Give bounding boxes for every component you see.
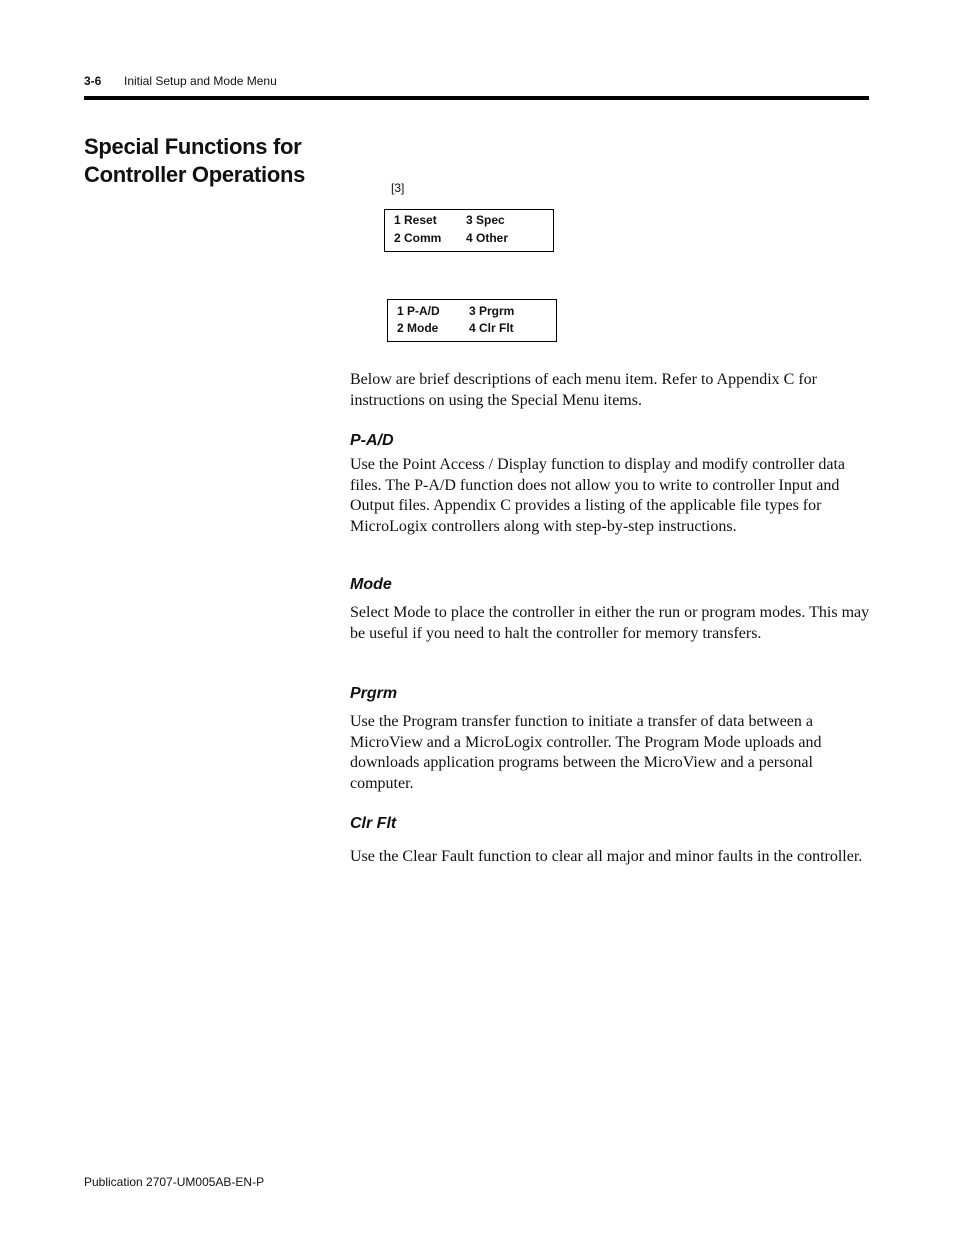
paragraph-mode: Select Mode to place the controller in either the run or program modes. This may be useful if you need to halt the controller for memory transfers. [350, 604, 870, 642]
menu-item-clr-flt: 4 Clr Flt [469, 321, 514, 335]
menu-item-pad: 1 P-A/D [397, 304, 440, 318]
heading-mode: Mode [350, 576, 392, 593]
section-title: Special Functions for Controller Operations [84, 134, 306, 187]
paragraph-pad: Use the Point Access / Display function to display and modify controller data files. The P-A/D function does not allow you to write to controller Input and Output files. Appendix C provides a listing of the applicable file types for MicroLogix controllers along with step-by-step instructions. [350, 456, 846, 535]
heading-pad: P-A/D [350, 432, 394, 449]
page-number: 3-6 [84, 74, 102, 88]
heading-prgrm: Prgrm [350, 685, 398, 702]
menu-item-other: 4 Other [466, 231, 509, 245]
menu-item-mode: 2 Mode [397, 321, 439, 335]
main-menu-display [384, 209, 554, 252]
header-rule [84, 96, 869, 100]
menu-item-spec: 3 Spec [466, 213, 505, 227]
intro-paragraph: Below are brief descriptions of each menu item. Refer to Appendix C for instructions on using the Special Menu items. [350, 371, 817, 409]
special-menu-display [387, 299, 557, 342]
menu-item-reset: 1 Reset [394, 213, 437, 227]
paragraph-prgrm: Use the Program transfer function to initiate a transfer of data between a MicroView and a MicroLogix controller. The Program Mode uploads and downloads application programs between the MicroView and a personal computer. [350, 713, 822, 792]
menu-item-prgrm: 3 Prgrm [469, 304, 515, 318]
paragraph-clr-flt: Use the Clear Fault function to clear all major and minor faults in the controller. [350, 848, 863, 865]
chapter-title: Initial Setup and Mode Menu [124, 74, 277, 88]
menu-item-comm: 2 Comm [394, 231, 442, 245]
menu-key-label: [3] [391, 181, 405, 195]
heading-clr-flt: Clr Flt [350, 815, 397, 832]
publication-footer: Publication 2707-UM005AB-EN-P [84, 1175, 265, 1189]
